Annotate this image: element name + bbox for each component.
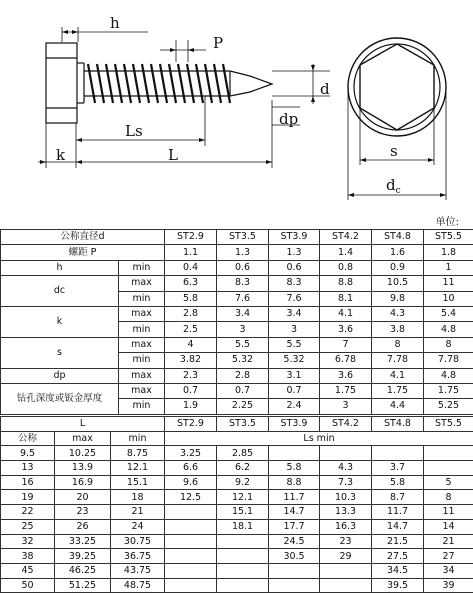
spec-pitch-row (1, 245, 473, 260)
spec-cell: 10.5 (372, 276, 424, 291)
spec-row-kind: max (119, 383, 165, 398)
ls-header-cell: ST2.9 (165, 417, 217, 432)
ls-subheader-cell: Ls min (165, 431, 473, 446)
spec-cell: 2.5 (165, 322, 217, 337)
label-p: P (213, 34, 223, 52)
spec-cell: 1.75 (424, 383, 473, 398)
ls-row (1, 549, 473, 564)
label-s: s (390, 142, 398, 160)
ls-cell: 51.25 (55, 578, 111, 593)
ls-cell (269, 578, 320, 593)
spec-cell: 3 (217, 322, 269, 337)
spec-cell: 7.6 (217, 291, 269, 306)
spec-header-row (1, 230, 473, 245)
screw-drawing (0, 0, 473, 213)
ls-header-cell: ST4.2 (320, 417, 372, 432)
ls-cell: 36.75 (111, 549, 165, 564)
spec-cell: 3.6 (320, 368, 372, 383)
spec-pitch-cell: 1.4 (320, 245, 372, 260)
spec-row-kind: min (119, 260, 165, 275)
spec-row-kind: max (119, 337, 165, 352)
ls-cell: 24 (111, 519, 165, 534)
ls-cell: 15.1 (111, 475, 165, 490)
spec-cell: 5.5 (269, 337, 320, 352)
spec-pitch-cell: 1.3 (217, 245, 269, 260)
spec-cell: 2.3 (165, 368, 217, 383)
ls-cell: 22 (1, 505, 55, 520)
ls-cell: 8.75 (111, 446, 165, 461)
ls-cell: 21.5 (372, 534, 424, 549)
ls-cell: 6.2 (217, 461, 269, 476)
ls-cell: 32 (1, 534, 55, 549)
ls-header-cell: ST3.5 (217, 417, 269, 432)
spec-cell: 0.7 (165, 383, 217, 398)
label-ls: Ls (125, 122, 143, 140)
spec-header-cell: ST2.9 (165, 230, 217, 245)
spec-row (1, 306, 473, 321)
spec-cell: 2.25 (217, 399, 269, 414)
ls-cell: 9.6 (165, 475, 217, 490)
ls-cell: 8.8 (269, 475, 320, 490)
spec-cell: 8.8 (320, 276, 372, 291)
ls-cell (424, 461, 473, 476)
ls-cell (165, 519, 217, 534)
ls-cell (372, 446, 424, 461)
ls-cell: 4.3 (320, 461, 372, 476)
ls-cell: 23 (320, 534, 372, 549)
ls-row (1, 475, 473, 490)
ls-row (1, 519, 473, 534)
ls-cell (165, 578, 217, 593)
spec-header-cell: ST4.8 (372, 230, 424, 245)
ls-subheader-cell: min (111, 431, 165, 446)
thread-line (205, 64, 212, 103)
ls-cell (320, 578, 372, 593)
spec-cell: 0.7 (269, 383, 320, 398)
ls-cell: 39.5 (372, 578, 424, 593)
spec-cell: 8 (424, 337, 473, 352)
spec-row (1, 337, 473, 352)
ls-cell (165, 549, 217, 564)
ls-cell: 12.5 (165, 490, 217, 505)
ls-cell: 43.75 (111, 563, 165, 578)
ls-cell: 48.75 (111, 578, 165, 593)
spec-cell: 3.82 (165, 353, 217, 368)
spec-cell: 3.1 (269, 368, 320, 383)
ls-cell: 11.7 (372, 505, 424, 520)
ls-cell: 16.9 (55, 475, 111, 490)
spec-pitch-cell: 1.1 (165, 245, 217, 260)
ls-cell: 34 (424, 563, 473, 578)
spec-cell: 5.5 (217, 337, 269, 352)
ls-table (0, 416, 473, 593)
spec-cell: 8.1 (320, 291, 372, 306)
spec-cell: 8 (372, 337, 424, 352)
thread-line (88, 64, 95, 103)
ls-cell (217, 578, 269, 593)
ls-cell: 23 (55, 505, 111, 520)
spec-cell: 7.6 (269, 291, 320, 306)
spec-header-cell: ST4.2 (320, 230, 372, 245)
ls-cell: 18.1 (217, 519, 269, 534)
spec-cell: 1.9 (165, 399, 217, 414)
ls-cell: 24.5 (269, 534, 320, 549)
ls-row (1, 505, 473, 520)
spec-cell: 5.32 (217, 353, 269, 368)
spec-pitch-cell: 1.8 (424, 245, 473, 260)
spec-row-name: k (1, 306, 119, 337)
spec-header-cell: ST3.9 (269, 230, 320, 245)
ls-cell (217, 549, 269, 564)
spec-cell: 4.3 (372, 306, 424, 321)
spec-header-cell: ST3.5 (217, 230, 269, 245)
ls-cell: 7.3 (320, 475, 372, 490)
spec-row-kind: min (119, 291, 165, 306)
spec-cell: 3.4 (217, 306, 269, 321)
ls-cell: 50 (1, 578, 55, 593)
ls-cell: 5.8 (269, 461, 320, 476)
ls-subheader-cell: 公称 (1, 431, 55, 446)
spec-cell: 0.4 (165, 260, 217, 275)
ls-cell: 9.2 (217, 475, 269, 490)
ls-header-cell: ST3.9 (269, 417, 320, 432)
thread-line (160, 64, 167, 103)
spec-row-name: h (1, 260, 119, 275)
spec-row-kind: max (119, 276, 165, 291)
ls-cell: 5.8 (372, 475, 424, 490)
ls-cell: 27 (424, 549, 473, 564)
spec-header-cell: ST5.5 (424, 230, 473, 245)
label-dc: $d_c$ (386, 176, 401, 196)
ls-cell: 34.5 (372, 563, 424, 578)
ls-cell: 21 (111, 505, 165, 520)
ls-cell: 13 (1, 461, 55, 476)
spec-cell: 4.1 (320, 306, 372, 321)
spec-table (0, 229, 473, 415)
thread-line (196, 64, 203, 103)
thread-line (106, 64, 113, 103)
spec-cell: 1 (424, 260, 473, 275)
ls-cell: 11 (424, 505, 473, 520)
ls-cell: 3.7 (372, 461, 424, 476)
ls-row (1, 446, 473, 461)
ls-cell: 33.25 (55, 534, 111, 549)
spec-row (1, 383, 473, 398)
spec-row-kind: max (119, 306, 165, 321)
spec-row-name: dp (1, 368, 119, 383)
thread-line (142, 64, 149, 103)
spec-cell: 2.8 (217, 368, 269, 383)
ls-cell (217, 563, 269, 578)
spec-row-kind: min (119, 322, 165, 337)
spec-cell: 7 (320, 337, 372, 352)
thread-line (223, 64, 230, 103)
ls-row (1, 578, 473, 593)
spec-cell: 5.4 (424, 306, 473, 321)
ls-cell (320, 446, 372, 461)
ls-row (1, 563, 473, 578)
thread-line (151, 64, 158, 103)
ls-header-cell: ST4.8 (372, 417, 424, 432)
thread-line (214, 64, 221, 103)
spec-cell: 0.6 (269, 260, 320, 275)
ls-cell: 27.5 (372, 549, 424, 564)
ls-cell: 46.25 (55, 563, 111, 578)
ls-cell: 10.25 (55, 446, 111, 461)
ls-row (1, 461, 473, 476)
ls-cell (165, 505, 217, 520)
spec-cell: 4.4 (372, 399, 424, 414)
ls-cell (165, 563, 217, 578)
ls-cell: 39.25 (55, 549, 111, 564)
spec-pitch-cell: 1.6 (372, 245, 424, 260)
spec-row-kind: max (119, 368, 165, 383)
spec-cell: 3 (320, 399, 372, 414)
ls-cell (269, 446, 320, 461)
spec-cell: 2.8 (165, 306, 217, 321)
spec-row-kind: min (119, 399, 165, 414)
spec-row-name: dc (1, 276, 119, 307)
spec-cell: 7.78 (424, 353, 473, 368)
ls-cell: 9.5 (1, 446, 55, 461)
ls-cell: 13.3 (320, 505, 372, 520)
ls-cell (424, 446, 473, 461)
ls-cell: 20 (55, 490, 111, 505)
ls-cell: 30.5 (269, 549, 320, 564)
ls-cell: 21 (424, 534, 473, 549)
ls-cell: 30.75 (111, 534, 165, 549)
thread-line (187, 64, 194, 103)
spec-cell: 11 (424, 276, 473, 291)
screw-head (46, 43, 77, 123)
ls-cell: 14 (424, 519, 473, 534)
ls-cell: 5 (424, 475, 473, 490)
ls-cell: 29 (320, 549, 372, 564)
ls-cell: 45 (1, 563, 55, 578)
ls-cell: 25 (1, 519, 55, 534)
ls-cell: 3.25 (165, 446, 217, 461)
spec-cell: 6.3 (165, 276, 217, 291)
ls-cell: 26 (55, 519, 111, 534)
thread-line (97, 64, 104, 103)
spec-cell: 3 (269, 322, 320, 337)
ls-cell (165, 534, 217, 549)
spec-cell: 5.8 (165, 291, 217, 306)
spec-cell: 4.1 (372, 368, 424, 383)
label-h: h (110, 14, 120, 32)
screw-drawing-svg (0, 0, 473, 213)
label-l: L (168, 146, 178, 164)
ls-cell (217, 534, 269, 549)
spec-cell: 0.7 (217, 383, 269, 398)
screw-threads (88, 64, 230, 103)
spec-cell: 3.4 (269, 306, 320, 321)
ls-cell: 6.6 (165, 461, 217, 476)
spec-row (1, 260, 473, 275)
ls-cell: 38 (1, 549, 55, 564)
ls-cell: 13.9 (55, 461, 111, 476)
spec-cell: 4 (165, 337, 217, 352)
spec-cell: 8.3 (269, 276, 320, 291)
spec-cell: 8.3 (217, 276, 269, 291)
spec-row (1, 276, 473, 291)
spec-cell: 2.4 (269, 399, 320, 414)
ls-cell: 18 (111, 490, 165, 505)
ls-header-cell: ST5.5 (424, 417, 473, 432)
ls-cell: 19 (1, 490, 55, 505)
ls-cell: 14.7 (372, 519, 424, 534)
thread-line (133, 64, 140, 103)
thread-line (115, 64, 122, 103)
ls-header-row (1, 417, 473, 432)
ls-cell (269, 563, 320, 578)
spec-cell: 0.6 (217, 260, 269, 275)
spec-row-name: s (1, 337, 119, 368)
ls-subheader-cell: max (55, 431, 111, 446)
spec-cell: 5.32 (269, 353, 320, 368)
ls-cell: 12.1 (217, 490, 269, 505)
ls-row (1, 534, 473, 549)
spec-cell: 5.25 (424, 399, 473, 414)
spec-header-cell: 公称直径d (1, 230, 165, 245)
ls-row (1, 490, 473, 505)
ls-cell: 16 (1, 475, 55, 490)
spec-row (1, 368, 473, 383)
ls-cell: 12.1 (111, 461, 165, 476)
ls-subheader-row (1, 431, 473, 446)
spec-cell: 10 (424, 291, 473, 306)
ls-cell: 8 (424, 490, 473, 505)
label-d: d (320, 80, 330, 98)
spec-row-kind: min (119, 353, 165, 368)
spec-cell: 7.78 (372, 353, 424, 368)
ls-cell: 10.3 (320, 490, 372, 505)
ls-cell: 11.7 (269, 490, 320, 505)
unit-label: 单位: (436, 213, 459, 228)
ls-cell: 16.3 (320, 519, 372, 534)
thread-line (124, 64, 131, 103)
thread-line (178, 64, 185, 103)
spec-cell: 1.75 (372, 383, 424, 398)
ls-cell: 8.7 (372, 490, 424, 505)
spec-cell: 1.75 (320, 383, 372, 398)
label-k: k (56, 146, 66, 164)
spec-pitch-cell: 螺距 P (1, 245, 165, 260)
spec-row-name: 钻孔深度或钣金厚度 (1, 383, 119, 414)
spec-cell: 0.8 (320, 260, 372, 275)
spec-cell: 6.78 (320, 353, 372, 368)
spec-cell: 3.8 (372, 322, 424, 337)
spec-pitch-cell: 1.3 (269, 245, 320, 260)
spec-cell: 0.9 (372, 260, 424, 275)
spec-cell: 3.6 (320, 322, 372, 337)
ls-cell: 14.7 (269, 505, 320, 520)
ls-cell (320, 563, 372, 578)
thread-line (169, 64, 176, 103)
ls-cell: 2.85 (217, 446, 269, 461)
ls-header-cell: L (1, 417, 165, 432)
spec-cell: 4.8 (424, 368, 473, 383)
spec-cell: 4.8 (424, 322, 473, 337)
ls-cell: 15.1 (217, 505, 269, 520)
label-dp: dp (279, 110, 298, 128)
ls-cell: 17.7 (269, 519, 320, 534)
spec-cell: 9.8 (372, 291, 424, 306)
ls-cell: 39 (424, 578, 473, 593)
